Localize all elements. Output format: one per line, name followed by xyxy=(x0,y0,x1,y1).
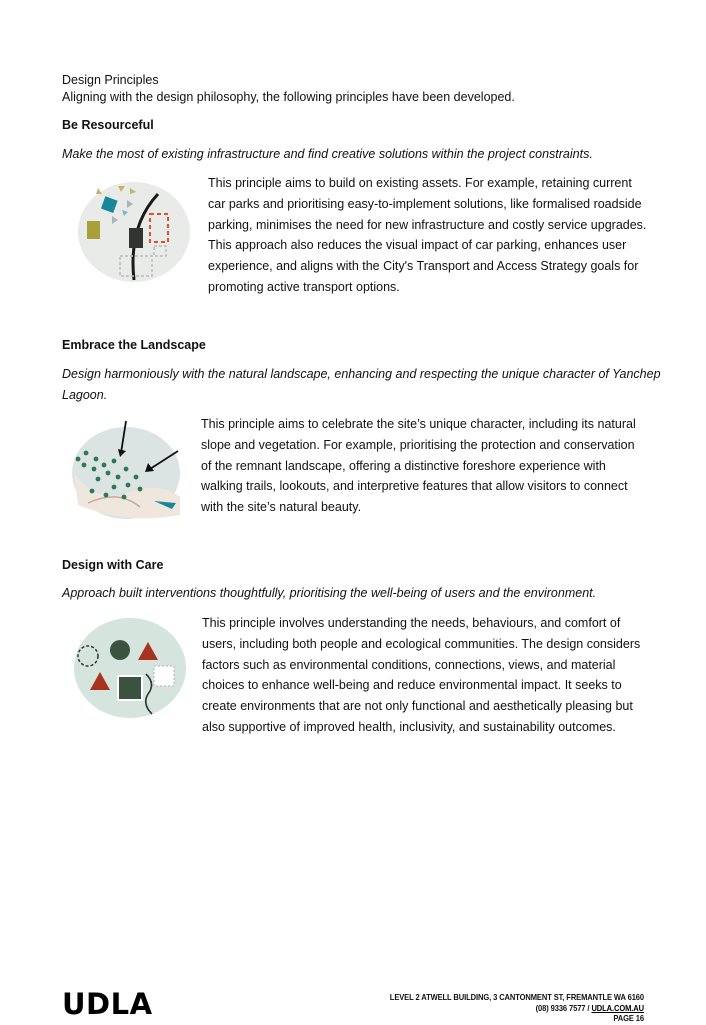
footer-phone: (08) 9336 7577 xyxy=(535,1003,586,1013)
footer-address: LEVEL 2 ATWELL BUILDING, 3 CANTONMENT ST, FREMANTLE WA 6160 xyxy=(389,993,644,1002)
principle-title-resourceful: Be Resourceful xyxy=(62,118,154,132)
resourceful-illustration-icon xyxy=(72,176,202,286)
principle-title-care: Design with Care xyxy=(62,558,164,572)
landscape-illustration-icon xyxy=(68,415,193,525)
footer-separator: / xyxy=(587,1003,590,1013)
principle-subtitle-resourceful: Make the most of existing infrastructure and find creative solutions within the project constraints. xyxy=(62,147,593,161)
care-illustration-icon xyxy=(70,614,188,724)
udla-logo: UDLA xyxy=(62,987,153,1021)
intro-text: Aligning with the design philosophy, the following principles have been developed. xyxy=(62,90,515,104)
footer-page-number: PAGE 16 xyxy=(613,1014,644,1023)
footer-info xyxy=(340,993,644,1025)
principle-body-resourceful: This principle aims to build on existing assets. For example, retaining current car parks and prioritising easy-to-implement solutions, like formalised roadside parking, minimises the need for new infrastructure and costly service upgrades. This approach also reduces the visual impact of car parking, enhances user experience, and aligns with the City's Transport and Access Strategy goals for promoting active transport options. xyxy=(208,176,647,294)
principle-subtitle-care: Approach built interventions thoughtfully, prioritising the well-being of users and the environment. xyxy=(62,586,597,600)
principle-subtitle-landscape: Design harmoniously with the natural landscape, enhancing and respecting the unique character of Yanchep Lagoon. xyxy=(62,367,661,402)
principle-body-care: This principle involves understanding the needs, behaviours, and comfort of users, including both people and ecological communities. The design considers factors such as environmental conditions, connections, views, and material choices to enhance well-being and reduce environmental impact. It seeks to create environments that are not only functional and aesthetically pleasing but also supportive of improved health, inclusivity, and sustainability outcomes. xyxy=(202,616,641,734)
principle-body-landscape: This principle aims to celebrate the site’s unique character, including its natural slope and vegetation. For example, prioritising the protection and conservation of the remnant landscape, offering a distinctive foreshore experience with walking trails, lookouts, and interpretive features that allow visitors to connect with the site’s natural beauty. xyxy=(201,417,636,515)
section-title: Design Principles xyxy=(62,73,159,87)
principle-title-landscape: Embrace the Landscape xyxy=(62,338,206,352)
footer-website-link[interactable]: UDLA.COM.AU xyxy=(591,1003,644,1013)
footer-contact xyxy=(340,1004,644,1015)
